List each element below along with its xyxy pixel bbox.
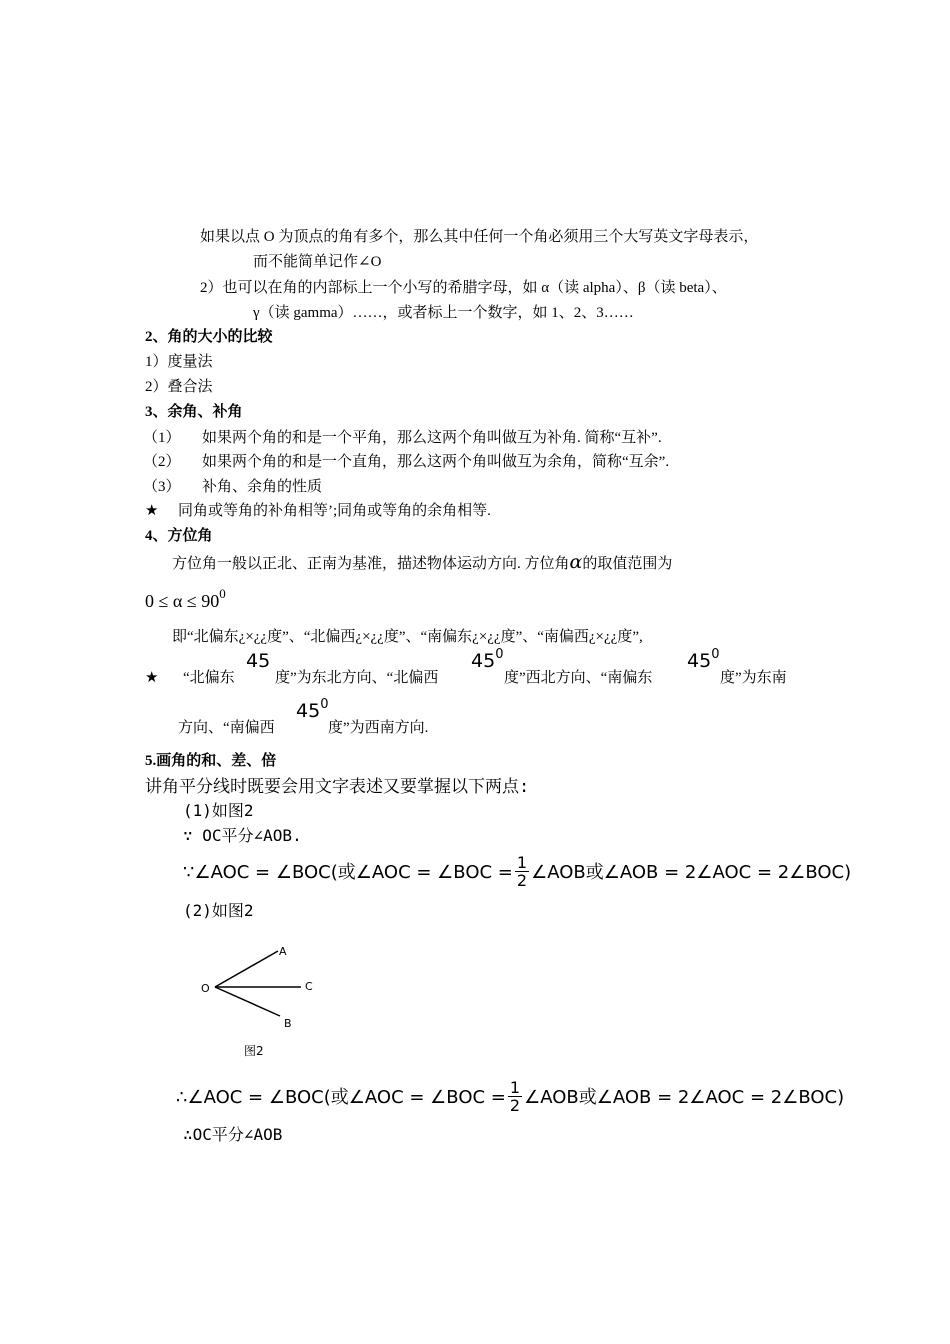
section-heading: 4、方位角 [145,528,213,544]
ray-ob [215,987,280,1016]
fraction-numerator: 1 [516,852,528,872]
star-icon: ★ [145,670,159,686]
text-line: ∵ OC平分∠AOB. [183,826,302,845]
text-line [172,552,672,574]
number-45 [296,697,329,724]
superscript: 0 [320,697,329,712]
label-a: A [279,945,287,958]
section-heading: 2、角的大小的比较 [145,329,273,345]
text-line: (2)如图2 [183,901,254,920]
figure-caption: 图2 [244,1044,264,1058]
formula-therefore [176,1075,844,1117]
list-number: （1） [143,430,181,446]
section-heading: 5.画角的和、差、倍 [145,753,277,769]
text-line: 讲角平分线时既要会用文字表述又要掌握以下两点: [145,777,530,797]
fraction [508,1079,522,1114]
text-line: 1）度量法 [145,354,213,370]
formula-because [183,850,851,892]
fraction [515,854,529,889]
text-line: ∴OC平分∠AOB [183,1125,283,1144]
number-value: 45 [296,700,321,722]
range-formula [145,586,226,614]
number-45 [471,647,504,674]
text-line: γ（读 gamma）……，或者标上一个数字，如 1、2、3…… [253,305,634,321]
text-line: 度”为西南方向. [328,720,429,736]
number-value: 45 [471,650,496,672]
formula-lead: ∴∠AOC = ∠BOC(或∠AOC = ∠BOC = [176,1087,506,1108]
label-o: O [201,982,210,995]
formula-tail: ∠AOB或∠AOB = 2∠AOC = 2∠BOC) [524,1087,845,1108]
text-line: 如果两个角的和是一个直角，那么这两个角叫做互为余角，简称“互余”. [202,454,670,470]
text-segment: 的取值范围为 [582,556,673,572]
fraction-denominator: 2 [516,870,528,890]
list-number: （2） [143,454,181,470]
text-line: (1)如图2 [183,801,254,820]
text-line: 2）也可以在角的内部标上一个小写的希腊字母，如 α（读 alpha）、β（读 beta）、 [200,280,727,296]
text-line: 同角或等角的补角相等’;同角或等角的余角相等. [178,503,491,519]
label-c: C [305,980,313,993]
superscript: 0 [219,586,226,601]
number-45: 45 [246,650,271,672]
text-line: 如果以点 O 为顶点的角有多个，那么其中任何一个角必须用三个大写英文字母表示， [200,229,759,245]
text-line: 度”为东北方向、“北偏西 [275,670,439,686]
number-45 [687,647,720,674]
angle-bisector-figure [195,938,325,1063]
fraction-denominator: 2 [509,1095,521,1115]
text-line: 补角、余角的性质 [202,479,323,495]
number-value: 45 [687,650,712,672]
text-line: 度”西北方向、“南偏东 [504,670,653,686]
star-icon: ★ [145,503,159,519]
superscript: 0 [495,647,504,662]
section-heading: 3、余角、补角 [145,404,243,420]
text-line: 度”为东南 [720,670,787,686]
superscript: 0 [711,647,720,662]
ray-oa [215,951,278,987]
list-number: （3） [143,479,181,495]
text-line: “北偏东 [183,670,235,686]
text-line: 方向、“南偏西 [178,720,275,736]
label-b: B [284,1017,292,1030]
formula-lead: ∵∠AOC = ∠BOC(或∠AOC = ∠BOC = [183,862,513,883]
fraction-numerator: 1 [509,1077,521,1097]
alpha-symbol: α [569,551,583,573]
formula-body: 0 ≤ α ≤ 90 [145,591,220,611]
text-line: 2）叠合法 [145,379,213,395]
text-line: 即“北偏东¿×¿¿度”、“北偏西¿×¿¿度”、“南偏东¿×¿¿度”、“南偏西¿×¿¿度”, [172,629,643,645]
text-line: 如果两个角的和是一个平角，那么这两个角叫做互为补角. 简称“互补”. [202,430,662,446]
text-segment: 方位角一般以正北、正南为基准，描述物体运动方向. 方位角 [172,556,570,572]
formula-tail: ∠AOB或∠AOB = 2∠AOC = 2∠BOC) [531,862,852,883]
text-line: 而不能简单记作∠O [253,254,382,270]
